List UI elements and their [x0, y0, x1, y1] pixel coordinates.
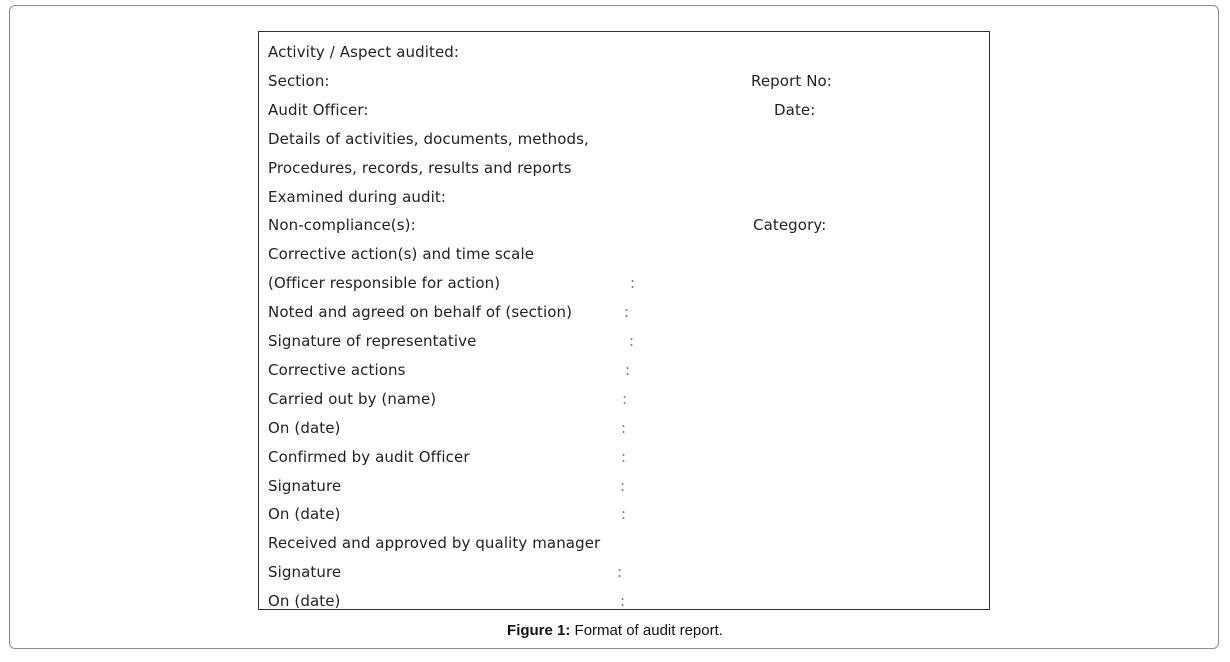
form-row-label: Carried out by (name) [268, 389, 437, 408]
form-row [268, 188, 989, 210]
form-row [268, 303, 989, 325]
form-row-colon: : [621, 505, 627, 524]
audit-report-form [258, 31, 990, 610]
form-row [268, 563, 989, 585]
form-row-label: Corrective action(s) and time scale [268, 245, 535, 264]
form-row-label: Noted and agreed on behalf of (section) [268, 303, 573, 322]
form-row [268, 477, 989, 499]
form-row-right-label: Report No: [751, 71, 832, 90]
form-row [268, 245, 989, 267]
form-row [268, 361, 989, 383]
form-row [268, 159, 989, 181]
form-row [268, 72, 989, 94]
form-row-colon: : [622, 389, 628, 408]
form-row [268, 216, 989, 238]
form-row-label: Audit Officer: [268, 100, 369, 119]
figure-frame [9, 5, 1219, 649]
form-row-label: On (date) [268, 505, 341, 524]
form-row-colon: : [624, 303, 630, 322]
form-row [268, 130, 989, 152]
form-row-right-label: Date: [774, 100, 816, 119]
form-row-label: Corrective actions [268, 360, 406, 379]
form-row-label: Section: [268, 71, 330, 90]
form-row-colon: : [621, 418, 627, 437]
form-row-label: Signature [268, 563, 342, 582]
form-row-label: Procedures, records, results and reports [268, 158, 572, 177]
form-row-label: Examined during audit: [268, 187, 447, 206]
figure-caption [0, 622, 1230, 639]
form-row [268, 448, 989, 470]
form-row [268, 332, 989, 354]
figure-caption-text: Format of audit report. [570, 622, 723, 639]
form-row-label: Activity / Aspect audited: [268, 43, 460, 61]
form-row-label: Signature [268, 476, 342, 495]
form-row [268, 419, 989, 441]
form-row-label: On (date) [268, 418, 341, 437]
form-row-right-label: Category: [753, 216, 827, 235]
form-row-label: (Officer responsible for action) [268, 274, 501, 293]
form-row [268, 390, 989, 412]
form-row-label: Signature of representative [268, 332, 477, 350]
form-row [268, 534, 989, 556]
form-row-colon: : [617, 563, 623, 582]
form-row [268, 43, 989, 65]
form-row-colon: : [630, 274, 636, 293]
form-row [268, 101, 989, 123]
form-row-colon: : [620, 592, 626, 610]
form-row [268, 274, 989, 296]
figure-caption-label: Figure 1: [507, 622, 571, 639]
form-row-label: Non-compliance(s): [268, 216, 416, 235]
form-row-label: Received and approved by quality manager [268, 534, 601, 553]
form-row-colon: : [629, 332, 635, 350]
form-row-label: On (date) [268, 592, 341, 610]
form-row-colon: : [625, 360, 631, 379]
form-row-label: Confirmed by audit Officer [268, 447, 470, 466]
form-row-colon: : [621, 447, 627, 466]
form-row-label: Details of activities, documents, methods, [268, 129, 589, 148]
form-row [268, 592, 989, 610]
form-row-colon: : [620, 476, 626, 495]
form-row [268, 505, 989, 527]
